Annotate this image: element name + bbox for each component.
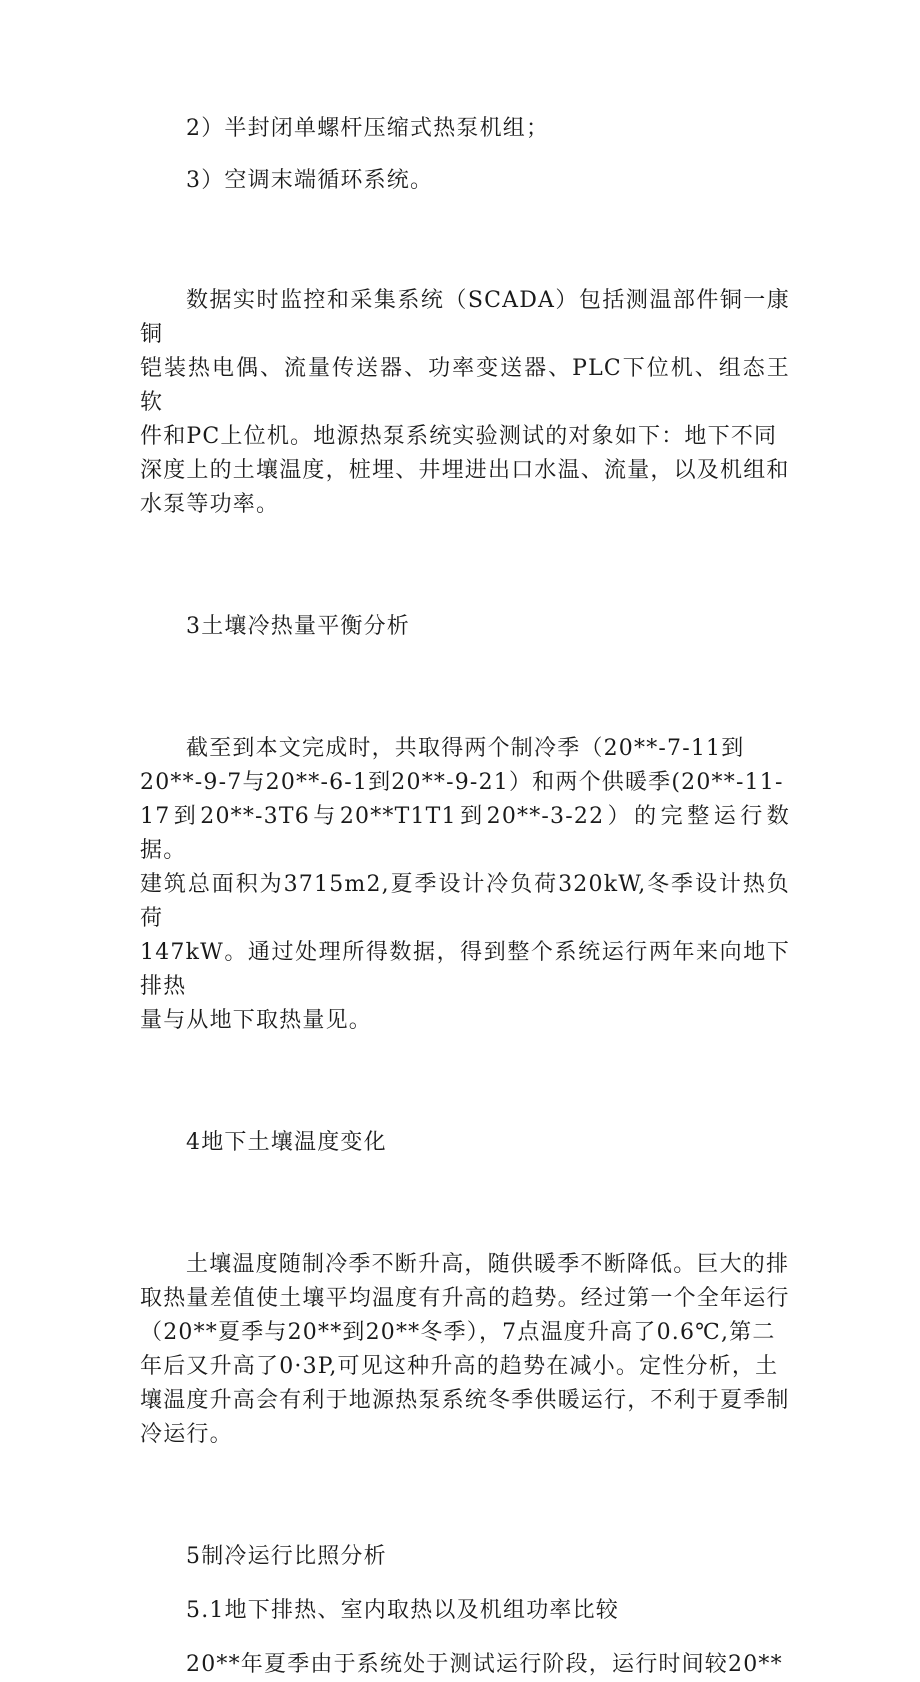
section-heading-3: 3土壤冷热量平衡分析: [186, 614, 410, 639]
paragraph-line: 建筑总面积为3715m2,夏季设计冷负荷320kW,冬季设计热负荷: [140, 872, 790, 931]
section-heading-5-1: 5.1地下排热、室内取热以及机组功率比较: [186, 1598, 619, 1623]
paragraph-line: 深度上的土壤温度，桩埋、井埋进出口水温、流量，以及机组和: [140, 458, 790, 483]
list-item-3: 3）空调末端循环系统。: [186, 168, 434, 193]
paragraph-line: 铠装热电偶、流量传送器、功率变送器、PLC下位机、组态王软: [140, 356, 790, 415]
section-heading-5: 5制冷运行比照分析: [186, 1544, 387, 1569]
paragraph-line: 水泵等功率。: [140, 492, 280, 517]
paragraph-line: 截至到本文完成时，共取得两个制冷季（20**-7-11到: [186, 736, 745, 761]
paragraph-line: 取热量差值使土壤平均温度有升高的趋势。经过第一个全年运行: [140, 1286, 790, 1311]
section-heading-4: 4地下土壤温度变化: [186, 1130, 387, 1155]
paragraph-line: 件和PC上位机。地源热泵系统实验测试的对象如下：地下不同: [140, 424, 778, 449]
list-item-2: 2）半封闭单螺杆压缩式热泵机组；: [186, 116, 550, 141]
paragraph-line: 量与从地下取热量见。: [140, 1008, 373, 1033]
paragraph-line: 年后又升高了0·3P,可见这种升高的趋势在减小。定性分析，土: [140, 1354, 779, 1379]
paragraph-line: 17到20**-3T6与20**T1T1到20**-3-22）的完整运行数据。: [140, 804, 790, 863]
paragraph-line: 147kW。通过处理所得数据，得到整个系统运行两年来向地下排热: [140, 940, 790, 999]
paragraph-soil: [140, 1180, 790, 1520]
paragraph-line: 壤温度升高会有利于地源热泵系统冬季供暖运行，不利于夏季制: [140, 1388, 790, 1413]
paragraph-line: 20**-9-7与20**-6-1到20**-9-21）和两个供暖季(20**-11-: [140, 770, 784, 795]
paragraph-last: 20**年夏季由于系统处于测试运行阶段，运行时间较20**: [186, 1652, 783, 1677]
paragraph-line: 土壤温度随制冷季不断升高，随供暖季不断降低。巨大的排: [186, 1252, 790, 1277]
document-body: [140, 112, 790, 1682]
paragraph-line: （20**夏季与20**到20**冬季），7点温度升高了0.6℃,第二: [140, 1320, 776, 1345]
paragraph-line: 冷运行。: [140, 1422, 233, 1447]
paragraph-scada: [140, 216, 790, 590]
paragraph-line: 数据实时监控和采集系统（SCADA）包括测温部件铜一康铜: [140, 288, 790, 347]
paragraph-balance: [140, 664, 790, 1106]
